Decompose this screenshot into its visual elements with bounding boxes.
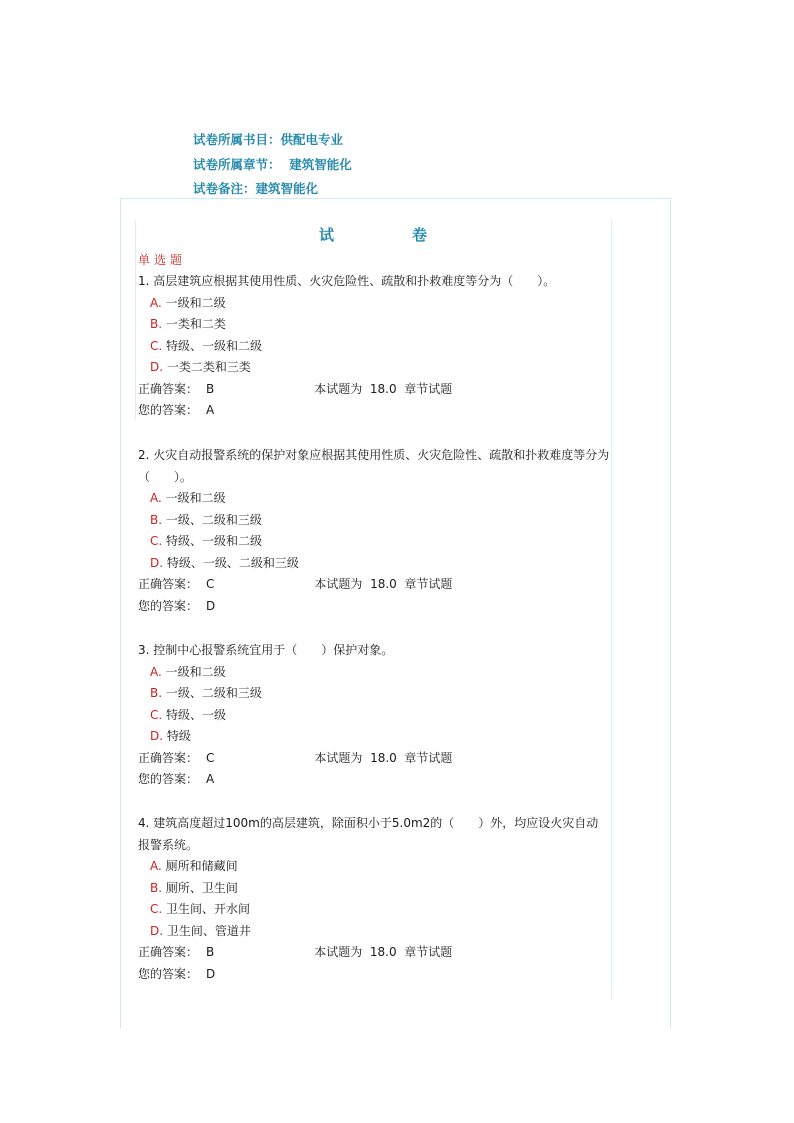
correct-answer-row: 正确答案： C 本试题为 18.0 章节试题: [138, 750, 453, 765]
question-3: [138, 640, 610, 791]
option-a: A. 厕所和储藏间: [150, 859, 238, 873]
question-text: 1. 高层建筑应根据其使用性质、火灾危险性、疏散和扑救难度等分为（ ）。: [138, 274, 556, 288]
meta-book: 试卷所属书目：供配电专业: [193, 132, 344, 147]
correct-answer-row: 正确答案： B 本试题为 18.0 章节试题: [138, 945, 453, 959]
question-text: 4. 建筑高度超过100m的高层建筑，除面积小于5.0m2的（ ）外，均应设火灾自动报警系统。: [138, 816, 599, 852]
question-text: 2. 火灾自动报警系统的保护对象应根据其使用性质、火灾危险性、疏散和扑救难度等分为（ ）。: [138, 448, 610, 484]
option-d: D. 一类二类和三类: [150, 360, 251, 374]
your-answer-row: 您的答案： A: [138, 403, 215, 417]
correct-answer-row: 正确答案： C 本试题为 18.0 章节试题: [138, 577, 453, 591]
paper-title: 试 卷: [318, 226, 430, 244]
your-answer-row: 您的答案： D: [138, 598, 216, 613]
question-2: [138, 445, 610, 617]
option-c: C. 特级、一级: [150, 707, 227, 722]
divider-right: [611, 220, 612, 1000]
correct-answer-row: 正确答案： B 本试题为 18.0 章节试题: [138, 381, 453, 396]
option-b: B. 一级、二级和三级: [150, 512, 262, 527]
meta-chapter: 试卷所属章节： 建筑智能化: [193, 156, 352, 172]
paper-meta: [193, 128, 352, 202]
your-answer-row: 您的答案： A: [138, 772, 215, 786]
option-c: C. 特级、一级和二级: [150, 338, 263, 353]
option-a: A. 一级和二级: [150, 295, 226, 310]
option-c: C. 卫生间、开水间: [150, 902, 251, 916]
option-d: D. 卫生间、管道井: [150, 923, 251, 938]
divider-left: [135, 220, 136, 420]
option-a: A. 一级和二级: [150, 664, 226, 679]
question-4: [138, 813, 610, 985]
option-c: C. 特级、一级和二级: [150, 534, 263, 548]
option-a: A. 一级和二级: [150, 491, 226, 505]
option-d: D. 特级: [150, 729, 191, 743]
option-b: B. 一级、二级和三级: [150, 686, 262, 700]
option-b: B. 厕所、卫生间: [150, 880, 238, 895]
your-answer-row: 您的答案： D: [138, 966, 216, 981]
option-d: D. 特级、一级、二级和三级: [150, 555, 299, 570]
question-1: [138, 271, 610, 422]
question-text: 3. 控制中心报警系统宜用于（ ）保护对象。: [138, 643, 394, 657]
section-heading: 单选题: [138, 253, 187, 267]
meta-note: 试卷备注：建筑智能化: [193, 181, 319, 196]
option-b: B. 一类和二类: [150, 317, 226, 331]
